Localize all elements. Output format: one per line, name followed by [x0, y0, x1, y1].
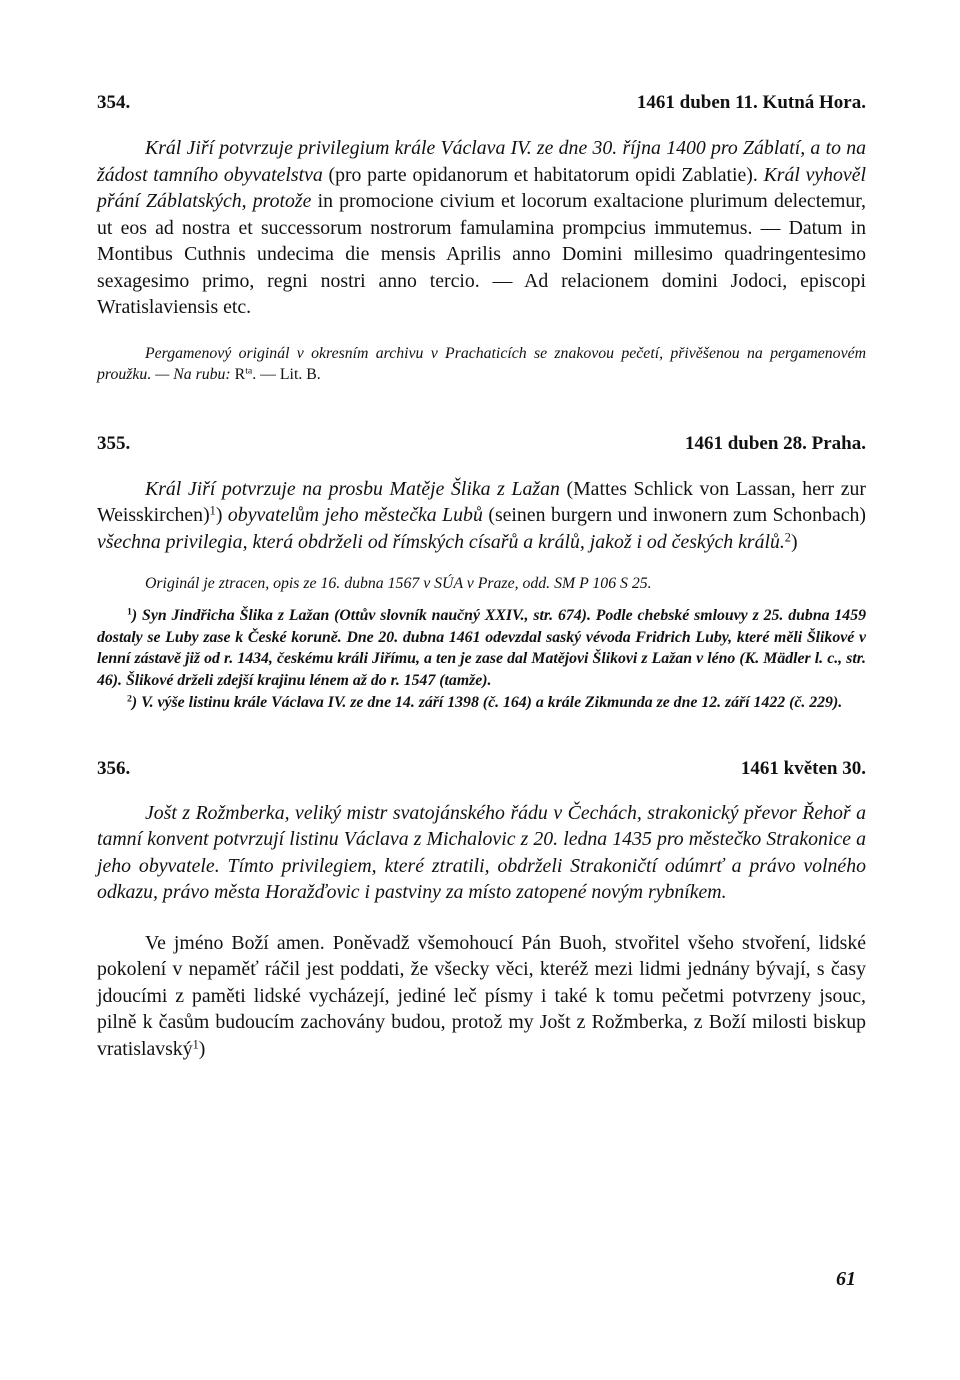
document-page [97, 92, 866, 1062]
entry-number: 354. [97, 92, 131, 113]
entry-355-source: Originál je ztracen, opis ze 16. dubna 1567 v SÚA v Praze, odd. SM P 106 S 25. [145, 575, 652, 593]
entry-356-body: Ve jméno Boží amen. Poněvadž všemohoucí Pán Buoh, stvořitel všeho stvoření, lidské pokolení v nepaměť ráčil jest poddati, že všecky věci, kteréž mezi lidmi jednány bývají, s časy jdoucími z paměti lidské vycházejí, jediné leč písmy i také k tomu pečetmi potvrzeny jsouc, pilně k časům budoucím zachovány budou, protož my Jošt z Rožmberka, z Boží milosti biskup vratislavský$^1$) [97, 931, 866, 1060]
entry-355-header [97, 433, 866, 455]
entry-date: 1461 květen 30. [740, 757, 866, 779]
entry-356-header [97, 758, 866, 780]
entry-355-regest: Král Jiří potvrzuje na prosbu Matěje Šlika z Lažan (Mattes Schlick von Lassan, herr zur Weisskirchen)$^1$) obyvatelům jeho městečka Lubů (seinen burgern und inwonern zum Schonbach) všechna privilegia, která obdrželi od římských císařů a králů, jakož i od českých králů.$^2$) [97, 477, 866, 553]
entry-354-regest: Král Jiří potvrzuje privilegium krále Václava IV. ze dne 30. října 1400 pro Záblatí, a to na žádost tamního obyvatelstva (pro parte opidanorum et habitatorum opidi Zablatie). Král vyhověl přání Záblatských, protože in promocione civium et locorum exaltacione plurimum delectemur, ut eos ad nostra et successorum nostrorum famulamina prompcius immutemus. — Datum in Montibus Cuthnis undecima die mensis Aprilis anno Domini millesimo quadringentesimo sexagesimo primo, regni nostri anno tercio. — Ad relacionem domini Jodoci, episcopi Wratislaviensis etc. [97, 137, 866, 318]
footnote-1: $^1$) Syn Jindřicha Šlika z Lažan (Ottův slovník naučný XXIV., str. 674). Podle chebské smlouvy z 25. dubna 1459 dostaly se Luby zase k České koruně. Dne 20. dubna 1461 odevzdal saský vévoda Fridrich Luby, které měli Šlikové v lenní zástavě již od r. 1434, českému králi Jiřímu, a ten je zase dal Matějovi Šlikovi z Lažan v léno (K. Mädler l. c., str. 46). Šlikové drželi zdejší krajinu lénem až do r. 1547 (tamže). [97, 606, 866, 690]
entry-number: 356. [97, 757, 131, 779]
entry-date: 1461 duben 28. Praha. [684, 432, 866, 454]
footnote-2: $^2$) V. výše listinu krále Václava IV. ze dne 14. září 1398 (č. 164) a krále Zikmunda ze dne 12. září 1422 (č. 229). [127, 693, 843, 711]
entry-356-regest: Jošt z Rožmberka, veliký mistr svatojánského řádu v Čechách, strakonický převor Řehoř a tamní konvent potvrzují listinu Václava z Michalovic z 20. ledna 1435 pro městečko Strakonice a jeho obyvatele. Tímto privilegiem, které ztratili, obdrželi Strakoničtí odúmrť a právo volného odkazu, právo města Horažďovic i pastviny za místo zatopené novým rybníkem. [97, 801, 866, 904]
entry-number: 355. [97, 432, 131, 454]
entry-354-header [97, 92, 866, 114]
page-number: 61 [836, 1268, 856, 1290]
entry-354-source: Pergamenový originál v okresním archivu v Prachaticích se znakovou pečetí, přivěšenou na pergamenovém proužku. — Na rubu: $R^{ta}$. — Lit. B. [97, 344, 866, 384]
entry-date: 1461 duben 11. Kutná Hora. [636, 92, 866, 113]
